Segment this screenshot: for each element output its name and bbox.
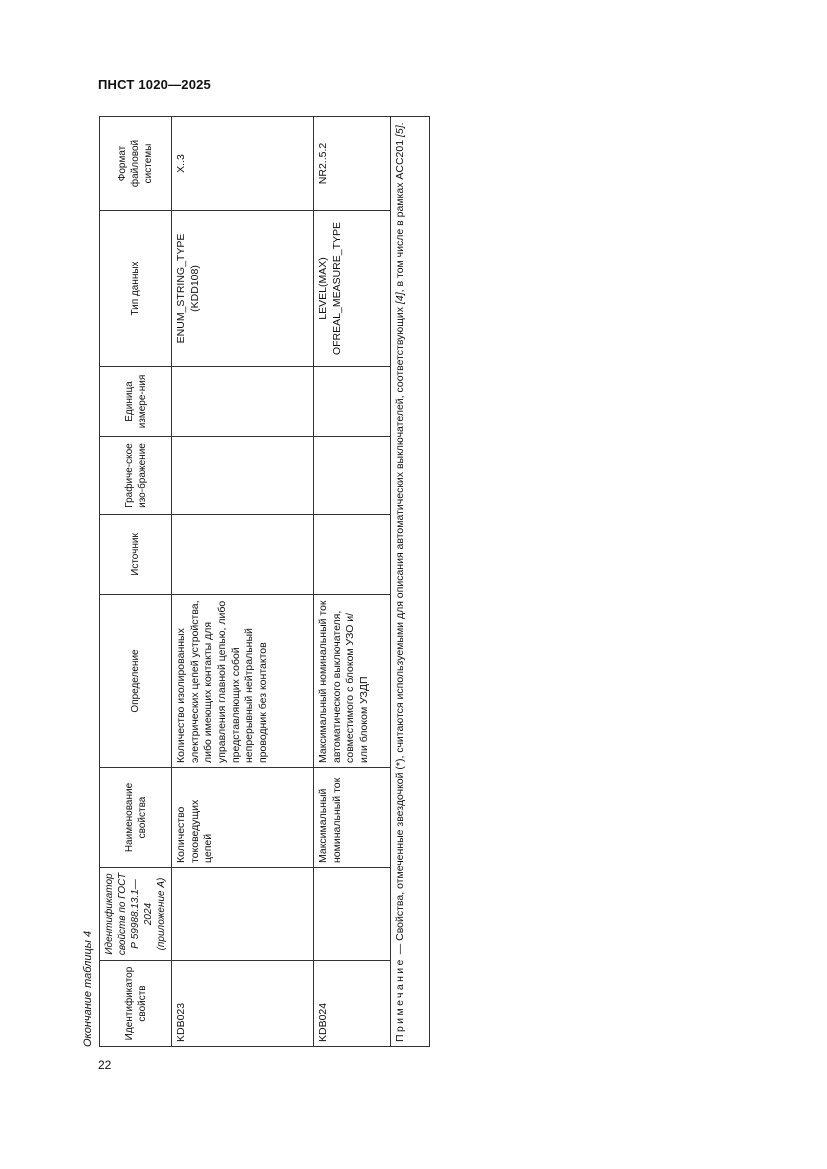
col-header-unit: Единица измере-ния [100,367,172,437]
cell-graphic [314,437,391,515]
col-header-gost-id: Идентификатор свойств по ГОСТ Р 59988.13.1—2024 (приложение А) [100,868,172,961]
note-row [391,117,430,1047]
col-header-graphic: Графиче-ское изо-бражение [100,437,172,515]
cell-data-type: LEVEL(MAX) OFREAL_MEASURE_TYPE [314,211,391,367]
col-header-property-id: Идентификатор свойств [100,961,172,1047]
cell-unit [314,367,391,437]
cell-file-format: X..3 [172,117,314,211]
cell-property-name: Количество токоведущих цепей [172,768,314,868]
rotated-table-block [82,111,452,1047]
cell-unit [172,367,314,437]
col-header-source: Источник [100,515,172,595]
cell-data-type: ENUM_STRING_TYPE (KDD108) [172,211,314,367]
cell-gost-id [314,868,391,961]
cell-file-format: NR2..5.2 [314,117,391,211]
table-note [391,117,430,1047]
cell-property-name: Максимальный номинальный ток [314,768,391,868]
cell-definition: Количество изолированных электрических цепей устройства, либо имеющих контакты для управления главной цепью, либо представляющих собой непрерывный нейтральный проводник без контактов [172,595,314,768]
col-header-property-name: Наименование свойства [100,768,172,868]
note-reference-5: [5] [394,125,406,138]
col-header-data-type: Тип данных [100,211,172,367]
cell-property-id: KDB023 [172,961,314,1047]
note-text-part1: Свойства, отмеченные звездочкой (*), считаются используемыми для описания автоматических выключателей, соответствующих [394,304,406,941]
cell-source [314,515,391,595]
note-reference-4: [4] [394,292,406,305]
table-continuation-caption: Окончание таблицы 4 [82,930,94,1047]
note-text-end: . [394,122,406,126]
cell-definition: Максимальный номинальный ток автоматического выключателя, совместимого с блоком УЗО и/или блоком УЗДП [314,595,391,768]
document-id: ПНСТ 1020—2025 [98,77,211,92]
cell-property-id: KDB024 [314,961,391,1047]
note-dash: — [394,940,406,958]
cell-gost-id [172,868,314,961]
col-header-definition: Определение [100,595,172,768]
page-number: 22 [98,1058,112,1072]
col-header-file-format: Формат файловой системы [100,117,172,211]
table-header-row [100,117,172,1047]
note-label: Примечание [394,957,406,1042]
note-text-part2: , в том числе в рамках ACC201 [394,137,406,293]
cell-graphic [172,437,314,515]
table-row [314,117,391,1047]
properties-table [99,116,430,1047]
cell-source [172,515,314,595]
table-row [172,117,314,1047]
